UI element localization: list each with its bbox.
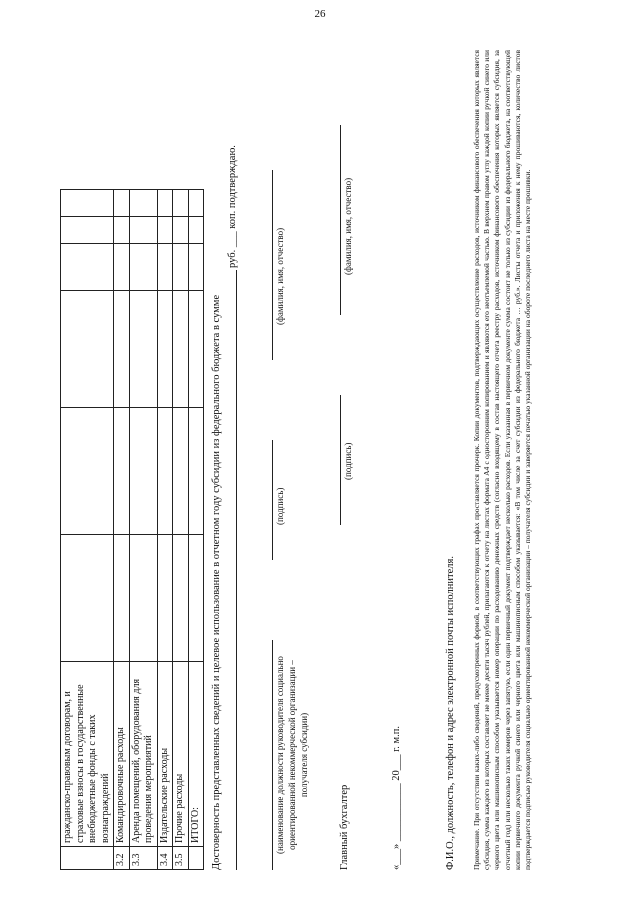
accountant-name-caption: (фамилия, имя, отчество) <box>343 177 353 275</box>
amount-rule <box>236 270 237 870</box>
confirmation-text: Достоверность представленных сведений и целевое использование в отчетном году субсидии из федерального бюджета в сумме <box>211 294 222 870</box>
table-row <box>114 190 130 870</box>
expenses-table <box>60 189 204 870</box>
table-row <box>173 190 189 870</box>
row-number: 3.4 <box>157 847 173 870</box>
row-name: Аренда помещений, оборудования для проведения мероприятий <box>129 662 157 847</box>
position-caption: (наименование должности руководителя социально ориентированной некоммерческой организации – получателя субсидии) <box>275 656 310 854</box>
head-signature-rule <box>272 440 273 560</box>
row-name: Прочие расходы <box>173 662 189 847</box>
table-row <box>157 190 173 870</box>
table-row <box>129 190 157 870</box>
accountant-signature-caption: (подпись) <box>343 442 353 480</box>
row-name: ИТОГО: <box>188 662 204 847</box>
row-name: гражданско-правовым договорам, и страховые взносы в государственные внебюджетные фонды с таких вознаграждений <box>61 662 114 847</box>
note-paragraph: Примечание. При отсутствии каких-либо сведений, предусмотренных формой, в соответствующих графах проставляется прочерк. Копии документов, подтверждающих осуществление расходов, источником финансового обеспечения которых является субсидия, сумма каждого из которых составляет не менее десяти тысяч рублей, прилагаются к отчету на листах формата А4 с односторонним копированием и являются его неотъемлемой частью. В верхнем правом углу каждой копии ручкой синего или черного цвета или машинописным способом указывается номер операции по расходованию денежных средств (согласно входящему в состав настоящего отчета реестру расходов, источником финансового обеспечения которых является субсидия, за отчетный год) или несколько таких номеров через запятую, если один первичный документ подтверждает несколько расходов. Если указанная в первичном документе сумма состоит не только из субсидии из федерального бюджета, на соответствующей копии первичного документа ручкой синего или черного цвета или машинописным способом указывается: «В том числе за счет субсидии из федерального бюджета … руб.». Листы отчета и приложения к нему прошиваются, количество листов подтверждается подписью руководителя социально ориентированной некоммерческой организации – получателя субсидии и заверяется печатью указанной организации на обороте последнего листа на месте прошивки. <box>472 50 532 870</box>
table-row <box>188 190 204 870</box>
position-rule <box>272 640 273 870</box>
row-number <box>188 847 204 870</box>
accountant-signature-rule <box>340 395 341 525</box>
confirmation-amount-suffix: руб. ___ коп. подтверждаю. <box>227 145 238 268</box>
accountant-name-rule <box>340 125 341 315</box>
date-line: «___» ___________ 20___ г. м.п. <box>391 725 402 870</box>
executor-line: Ф.И.О., должность, телефон и адрес электронной почты исполнителя. <box>445 556 456 870</box>
head-signature-caption: (подпись) <box>275 487 285 525</box>
page-number: 26 <box>314 8 326 20</box>
rotated-page-content <box>60 40 580 870</box>
row-number: 3.3 <box>129 847 157 870</box>
accountant-title: Главный бухгалтер <box>339 784 350 870</box>
head-name-caption: (фамилия, имя, отчество) <box>275 227 285 325</box>
head-name-rule <box>272 170 273 360</box>
row-name: Издательские расходы <box>157 662 173 847</box>
row-number: 3.2 <box>114 847 130 870</box>
row-name: Командировочные расходы <box>114 662 130 847</box>
table-row <box>61 190 114 870</box>
row-number <box>61 847 114 870</box>
row-number: 3.5 <box>173 847 189 870</box>
